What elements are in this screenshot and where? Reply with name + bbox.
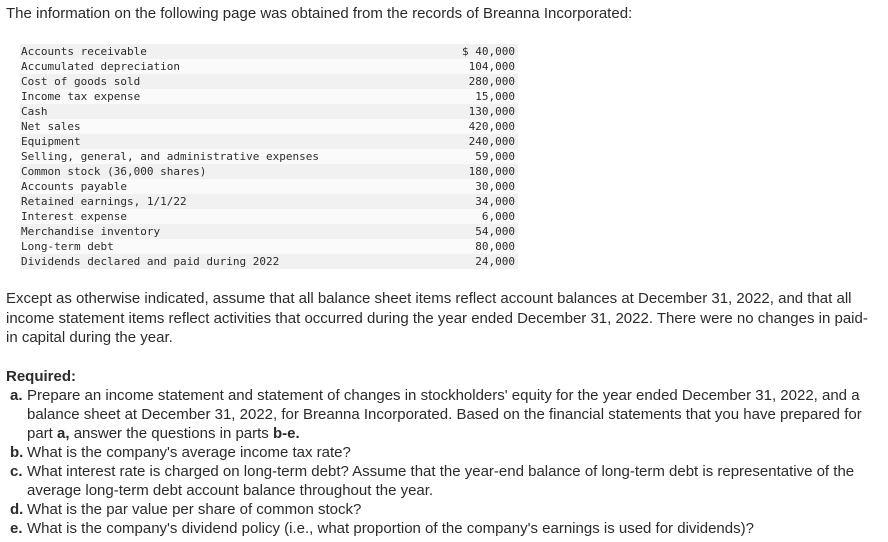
account-label: Accounts payable — [21, 180, 127, 193]
account-amount: 24,000 — [475, 255, 515, 268]
table-row — [20, 164, 518, 179]
account-amount: 34,000 — [475, 195, 515, 208]
account-amount: 280,000 — [468, 75, 515, 88]
account-label: Long-term debt — [21, 240, 114, 253]
account-label: Retained earnings, 1/1/22 — [21, 195, 187, 208]
item-text: Prepare an income statement and statement of changes in stockholders' equity for the year ended December 31, 2022, and a balance sheet at December 31, 2022, for Breanna Incorporated. Based on the financial statements that you have prepared for part — [27, 387, 862, 442]
intro-text: The information on the following page was obtained from the records of Breanna Incorporated: — [6, 5, 633, 22]
account-amount: 130,000 — [468, 105, 515, 118]
account-amount: 6,000 — [481, 210, 515, 223]
item-letter: d. — [10, 501, 24, 518]
table-row — [20, 209, 518, 224]
table-row — [20, 254, 518, 269]
account-label: Selling, general, and administrative expenses — [21, 150, 320, 163]
table-row — [20, 74, 518, 89]
item-text: What is the company's dividend policy (i.e., what proportion of the company's earnings is used for dividends)? — [27, 520, 754, 537]
account-label: Accounts receivable — [21, 45, 147, 58]
account-amount: 420,000 — [468, 120, 515, 133]
table-row — [20, 44, 518, 59]
account-amount: 30,000 — [475, 180, 515, 193]
required-list — [6, 386, 884, 538]
item-letter: e. — [10, 520, 23, 537]
account-label: Interest expense — [21, 210, 127, 223]
item-emphasis: a, — [57, 425, 70, 442]
item-letter: b. — [10, 444, 24, 461]
account-amount: 240,000 — [468, 135, 515, 148]
account-label: Cash — [21, 105, 48, 118]
table-row — [20, 194, 518, 209]
required-item-b — [6, 443, 884, 462]
account-label: Common stock (36,000 shares) — [21, 165, 207, 178]
required-item-d — [6, 500, 884, 519]
required-item-a — [6, 386, 884, 443]
account-label: Net sales — [21, 120, 81, 133]
account-label: Equipment — [21, 135, 81, 148]
item-text: answer the questions in parts — [69, 425, 273, 442]
account-label: Accumulated depreciation — [21, 60, 180, 73]
item-emphasis: b-e. — [272, 425, 300, 442]
required-item-e — [6, 519, 884, 538]
account-amount: 80,000 — [475, 240, 515, 253]
account-balances-table — [20, 44, 518, 269]
item-letter: a. — [10, 387, 23, 404]
required-item-c — [6, 462, 884, 500]
account-label: Dividends declared and paid during 2022 — [21, 255, 280, 268]
item-letter: c. — [10, 463, 23, 480]
account-amount: 15,000 — [475, 90, 515, 103]
account-amount: 104,000 — [468, 60, 515, 73]
account-amount: 54,000 — [475, 225, 515, 238]
account-amount: $ 40,000 — [462, 45, 515, 58]
table-row — [20, 239, 518, 254]
account-label: Income tax expense — [21, 90, 141, 103]
account-label: Cost of goods sold — [21, 75, 141, 88]
account-label: Merchandise inventory — [21, 225, 161, 238]
table-row — [20, 119, 518, 134]
table-row — [20, 179, 518, 194]
table-row — [20, 134, 518, 149]
table-row — [20, 224, 518, 239]
item-text: What interest rate is charged on long-term debt? Assume that the year-end balance of long-term debt is representative of the average long-term debt account balance throughout the year. — [27, 463, 855, 499]
required-heading: Required: — [6, 368, 77, 385]
table-row — [20, 149, 518, 164]
required-section — [6, 367, 884, 538]
assumption-paragraph: Except as otherwise indicated, assume that all balance sheet items reflect account balances at December 31, 2022, and that all income statement items reflect activities that occurred during the year ended December 31, 2022. There were no changes in paid-in capital during the year. — [6, 290, 868, 346]
item-text: What is the company's average income tax rate? — [27, 444, 351, 461]
account-amount: 180,000 — [468, 165, 515, 178]
table-row — [20, 89, 518, 104]
account-amount: 59,000 — [475, 150, 515, 163]
table-row — [20, 104, 518, 119]
item-text: What is the par value per share of common stock? — [27, 501, 362, 518]
table-row — [20, 59, 518, 74]
